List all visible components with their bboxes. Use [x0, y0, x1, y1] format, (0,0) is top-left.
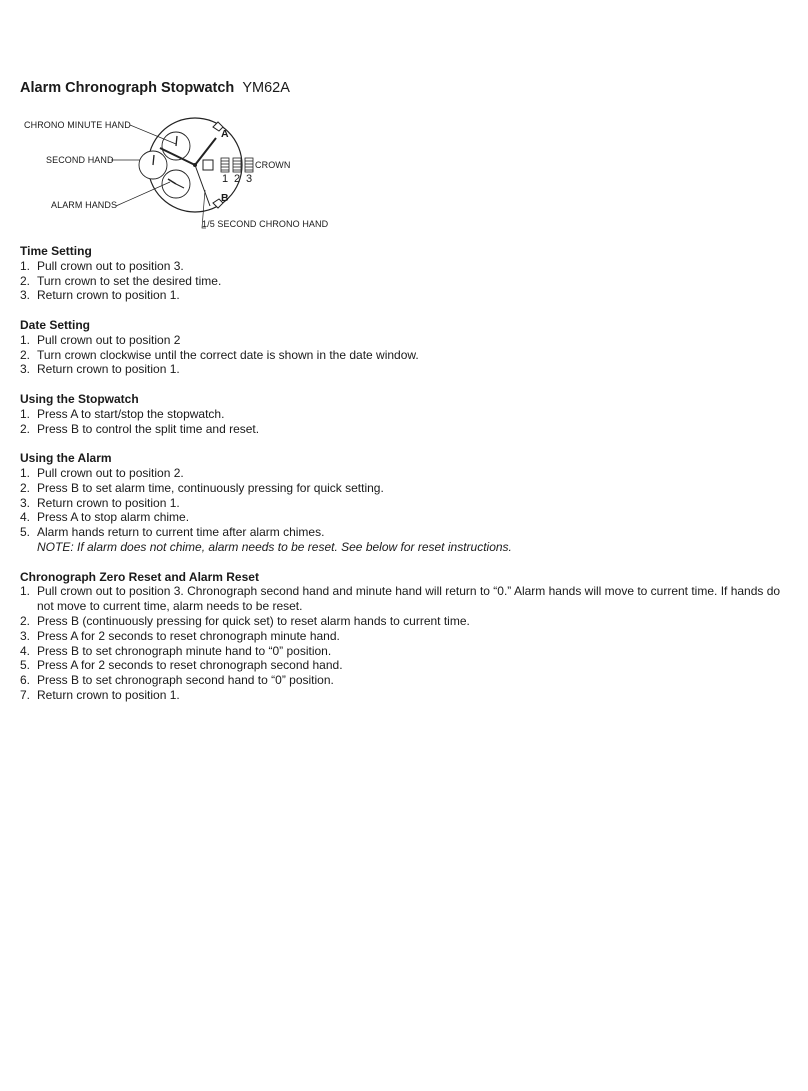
step-text: Turn crown clockwise until the correct date is shown in the date window.	[37, 347, 419, 362]
step-text: Press B to control the split time and reset.	[37, 421, 260, 436]
step-number: 5.	[20, 525, 31, 540]
step-number: 3.	[20, 628, 31, 643]
alarm-note: NOTE: If alarm does not chime, alarm needs to be reset. See below for reset instructions.	[37, 539, 512, 554]
step-number: 3.	[20, 362, 31, 377]
step-number: 2.	[20, 273, 31, 288]
list-item	[20, 629, 795, 644]
step-text: Return crown to position 1.	[37, 362, 180, 377]
section-heading: Chronograph Zero Reset and Alarm Reset	[20, 569, 259, 584]
step-text: Press A for 2 seconds to reset chronograph second hand.	[37, 658, 343, 673]
model-number: YM62A	[242, 80, 290, 96]
step-text: Return crown to position 1.	[37, 495, 180, 510]
list-item	[20, 288, 795, 303]
step-number: 7.	[20, 687, 31, 702]
list-item	[20, 688, 795, 703]
step-number: 3.	[20, 288, 31, 303]
date-window	[203, 160, 213, 170]
step-number: 1.	[20, 332, 31, 347]
step-text: Press A to stop alarm chime.	[37, 510, 190, 525]
step-list	[20, 584, 795, 702]
list-item	[20, 614, 795, 629]
step-number: 1.	[20, 406, 31, 421]
section-heading: Using the Stopwatch	[20, 391, 139, 406]
step-text: Press B to set alarm time, continuously pressing for quick setting.	[37, 480, 384, 495]
list-item	[20, 644, 795, 659]
step-text: Pull crown out to position 2.	[37, 465, 184, 480]
step-number: 1.	[20, 258, 31, 273]
step-text: Pull crown out to position 2	[37, 332, 181, 347]
step-text: Press B to set chronograph minute hand to “0” position.	[37, 643, 332, 658]
label-alarm-hands: ALARM HANDS	[51, 200, 118, 210]
list-item	[20, 348, 795, 363]
step-text: Press A for 2 seconds to reset chronograph minute hand.	[37, 628, 340, 643]
step-number: 2.	[20, 480, 31, 495]
step-number: 3.	[20, 495, 31, 510]
section-using-alarm	[20, 451, 795, 555]
step-list	[20, 407, 795, 437]
step-text: Alarm hands return to current time after alarm chimes.	[37, 525, 325, 540]
step-number: 5.	[20, 658, 31, 673]
list-item	[20, 259, 795, 274]
section-reset	[20, 570, 795, 703]
step-number: 2.	[20, 347, 31, 362]
step-number: 1.	[20, 584, 31, 599]
list-item	[20, 673, 795, 688]
list-item	[20, 333, 795, 348]
step-text: Turn crown to set the desired time.	[37, 273, 222, 288]
step-number: 4.	[20, 643, 31, 658]
list-item	[20, 274, 795, 289]
step-number: 2.	[20, 613, 31, 628]
list-item	[20, 362, 795, 377]
step-text: Return crown to position 1.	[37, 687, 180, 702]
section-time-setting	[20, 244, 795, 303]
crown-position-1: 1	[222, 173, 229, 185]
section-heading: Time Setting	[20, 244, 92, 258]
list-item	[20, 481, 795, 496]
title-text: Alarm Chronograph Stopwatch	[20, 80, 235, 96]
section-heading: Using the Alarm	[20, 451, 112, 466]
section-using-stopwatch	[20, 392, 795, 436]
step-number: 2.	[20, 421, 31, 436]
step-text: Press B (continuously pressing for quick set) to reset alarm hands to current time.	[37, 613, 470, 628]
list-item	[20, 584, 795, 614]
label-second-hand: SECOND HAND	[46, 155, 114, 165]
step-text: Return crown to position 1.	[37, 288, 180, 303]
step-list	[20, 466, 795, 540]
instructions	[20, 244, 795, 718]
label-chrono-minute-hand: CHRONO MINUTE HAND	[24, 120, 131, 130]
list-item	[20, 422, 795, 437]
step-list	[20, 259, 795, 303]
crown-position-3: 3	[246, 173, 253, 185]
label-crown: CROWN	[255, 160, 291, 170]
watch-diagram	[20, 110, 360, 240]
step-number: 6.	[20, 673, 31, 688]
section-heading: Date Setting	[20, 317, 91, 332]
label-button-b: B	[221, 192, 229, 204]
list-item	[20, 658, 795, 673]
step-number: 1.	[20, 465, 31, 480]
crown-position-2: 2	[234, 173, 241, 185]
list-item	[20, 510, 795, 525]
list-item	[20, 496, 795, 511]
page-title	[20, 80, 290, 96]
label-button-a: A	[221, 128, 229, 140]
list-item	[20, 525, 795, 540]
crown-shape	[221, 158, 253, 172]
step-list	[20, 333, 795, 377]
step-text: Pull crown out to position 3.	[37, 258, 184, 273]
list-item	[20, 407, 795, 422]
step-text: Press A to start/stop the stopwatch.	[37, 406, 225, 421]
label-chrono-second-hand: 1/5 SECOND CHRONO HAND	[202, 219, 329, 229]
step-text: Pull crown out to position 3. Chronograph second hand and minute hand will return to “0.” Alarm hands will move to current time. If hands do not move to current time, alarm needs to be reset.	[37, 584, 781, 614]
list-item	[20, 466, 795, 481]
section-date-setting	[20, 318, 795, 377]
step-text: Press B to set chronograph second hand to “0” position.	[37, 673, 334, 688]
step-number: 4.	[20, 510, 31, 525]
center-pin	[193, 163, 197, 167]
